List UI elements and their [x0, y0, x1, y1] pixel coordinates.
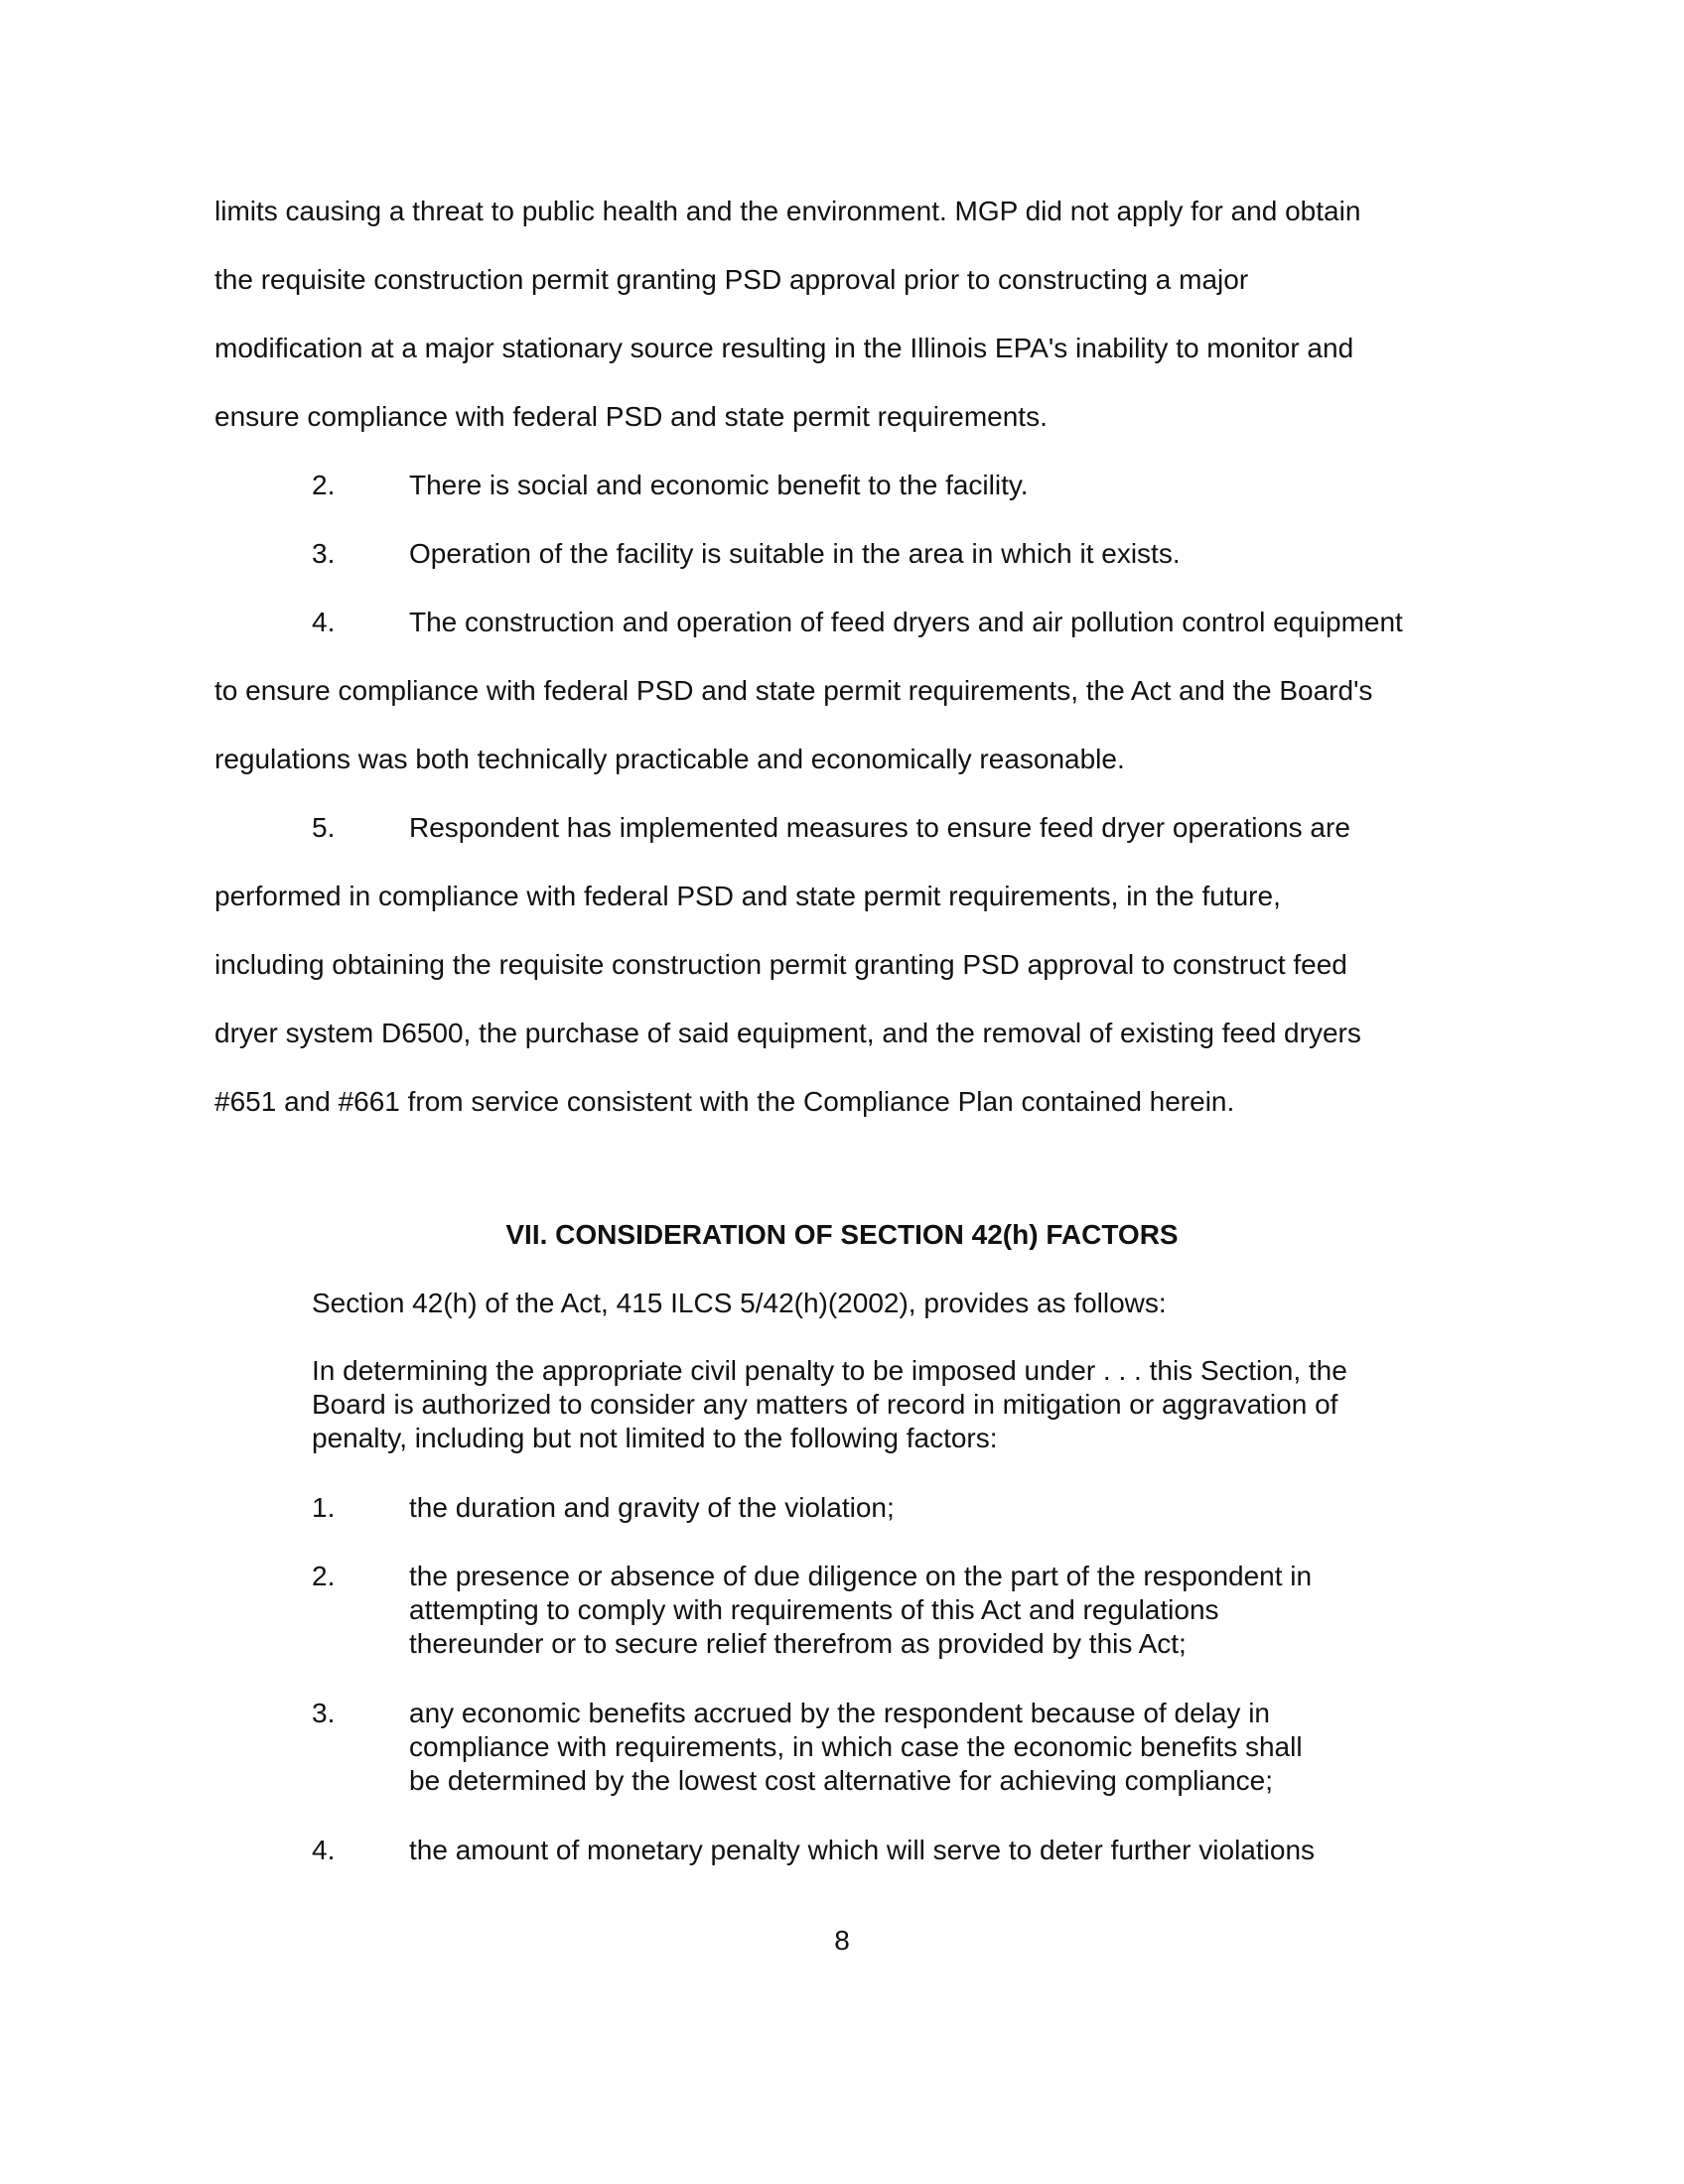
- text-line: modification at a major stationary source resulting in the Illinois EPA's inability to monitor and: [214, 333, 1354, 363]
- item-number: 2.: [312, 470, 336, 500]
- factor-text: be determined by the lowest cost alternative for achieving compliance;: [409, 1765, 1274, 1796]
- section-intro: Section 42(h) of the Act, 415 ILCS 5/42(h)(2002), provides as follows:: [312, 1288, 1167, 1318]
- text-line: ensure compliance with federal PSD and state permit requirements.: [214, 401, 1048, 432]
- text-line: performed in compliance with federal PSD and state permit requirements, in the future,: [214, 881, 1281, 911]
- quote-line: penalty, including but not limited to the following factors:: [312, 1423, 998, 1453]
- factor-text: attempting to comply with requirements of this Act and regulations: [409, 1594, 1219, 1625]
- factor-number: 3.: [312, 1698, 336, 1728]
- text-line: including obtaining the requisite construction permit granting PSD approval to construct feed: [214, 949, 1347, 980]
- item-number: 4.: [312, 607, 336, 637]
- factor-text: the amount of monetary penalty which will serve to deter further violations: [409, 1835, 1316, 1865]
- quote-line: In determining the appropriate civil penalty to be imposed under . . . this Section, the: [312, 1355, 1347, 1386]
- section-heading: VII. CONSIDERATION OF SECTION 42(h) FACTORS: [505, 1219, 1179, 1250]
- factor-number: 4.: [312, 1835, 336, 1865]
- item-text: There is social and economic benefit to the facility.: [409, 470, 1029, 500]
- text-line: to ensure compliance with federal PSD and state permit requirements, the Act and the Board's: [214, 675, 1373, 706]
- factor-number: 2.: [312, 1561, 336, 1591]
- item-text: Respondent has implemented measures to ensure feed dryer operations are: [409, 812, 1350, 843]
- factor-text: any economic benefits accrued by the respondent because of delay in: [409, 1698, 1271, 1728]
- item-text: The construction and operation of feed dryers and air pollution control equipment: [409, 607, 1403, 637]
- page-number: 8: [834, 1925, 850, 1956]
- factor-text: thereunder or to secure relief therefrom as provided by this Act;: [409, 1628, 1187, 1659]
- text-line: limits causing a threat to public health and the environment. MGP did not apply for and obtain: [214, 196, 1361, 226]
- factor-text: the presence or absence of due diligence on the part of the respondent in: [409, 1561, 1313, 1591]
- item-number: 3.: [312, 538, 336, 569]
- quote-line: Board is authorized to consider any matters of record in mitigation or aggravation of: [312, 1389, 1338, 1420]
- factor-text: compliance with requirements, in which case the economic benefits shall: [409, 1731, 1303, 1762]
- text-line: the requisite construction permit granting PSD approval prior to constructing a major: [214, 264, 1249, 295]
- text-line: dryer system D6500, the purchase of said equipment, and the removal of existing feed dryers: [214, 1018, 1361, 1048]
- factor-text: the duration and gravity of the violation;: [409, 1492, 895, 1523]
- item-text: Operation of the facility is suitable in the area in which it exists.: [409, 538, 1181, 569]
- item-number: 5.: [312, 812, 336, 843]
- factor-number: 1.: [312, 1492, 336, 1523]
- text-line: #651 and #661 from service consistent with the Compliance Plan contained herein.: [214, 1086, 1235, 1117]
- text-line: regulations was both technically practicable and economically reasonable.: [214, 744, 1125, 774]
